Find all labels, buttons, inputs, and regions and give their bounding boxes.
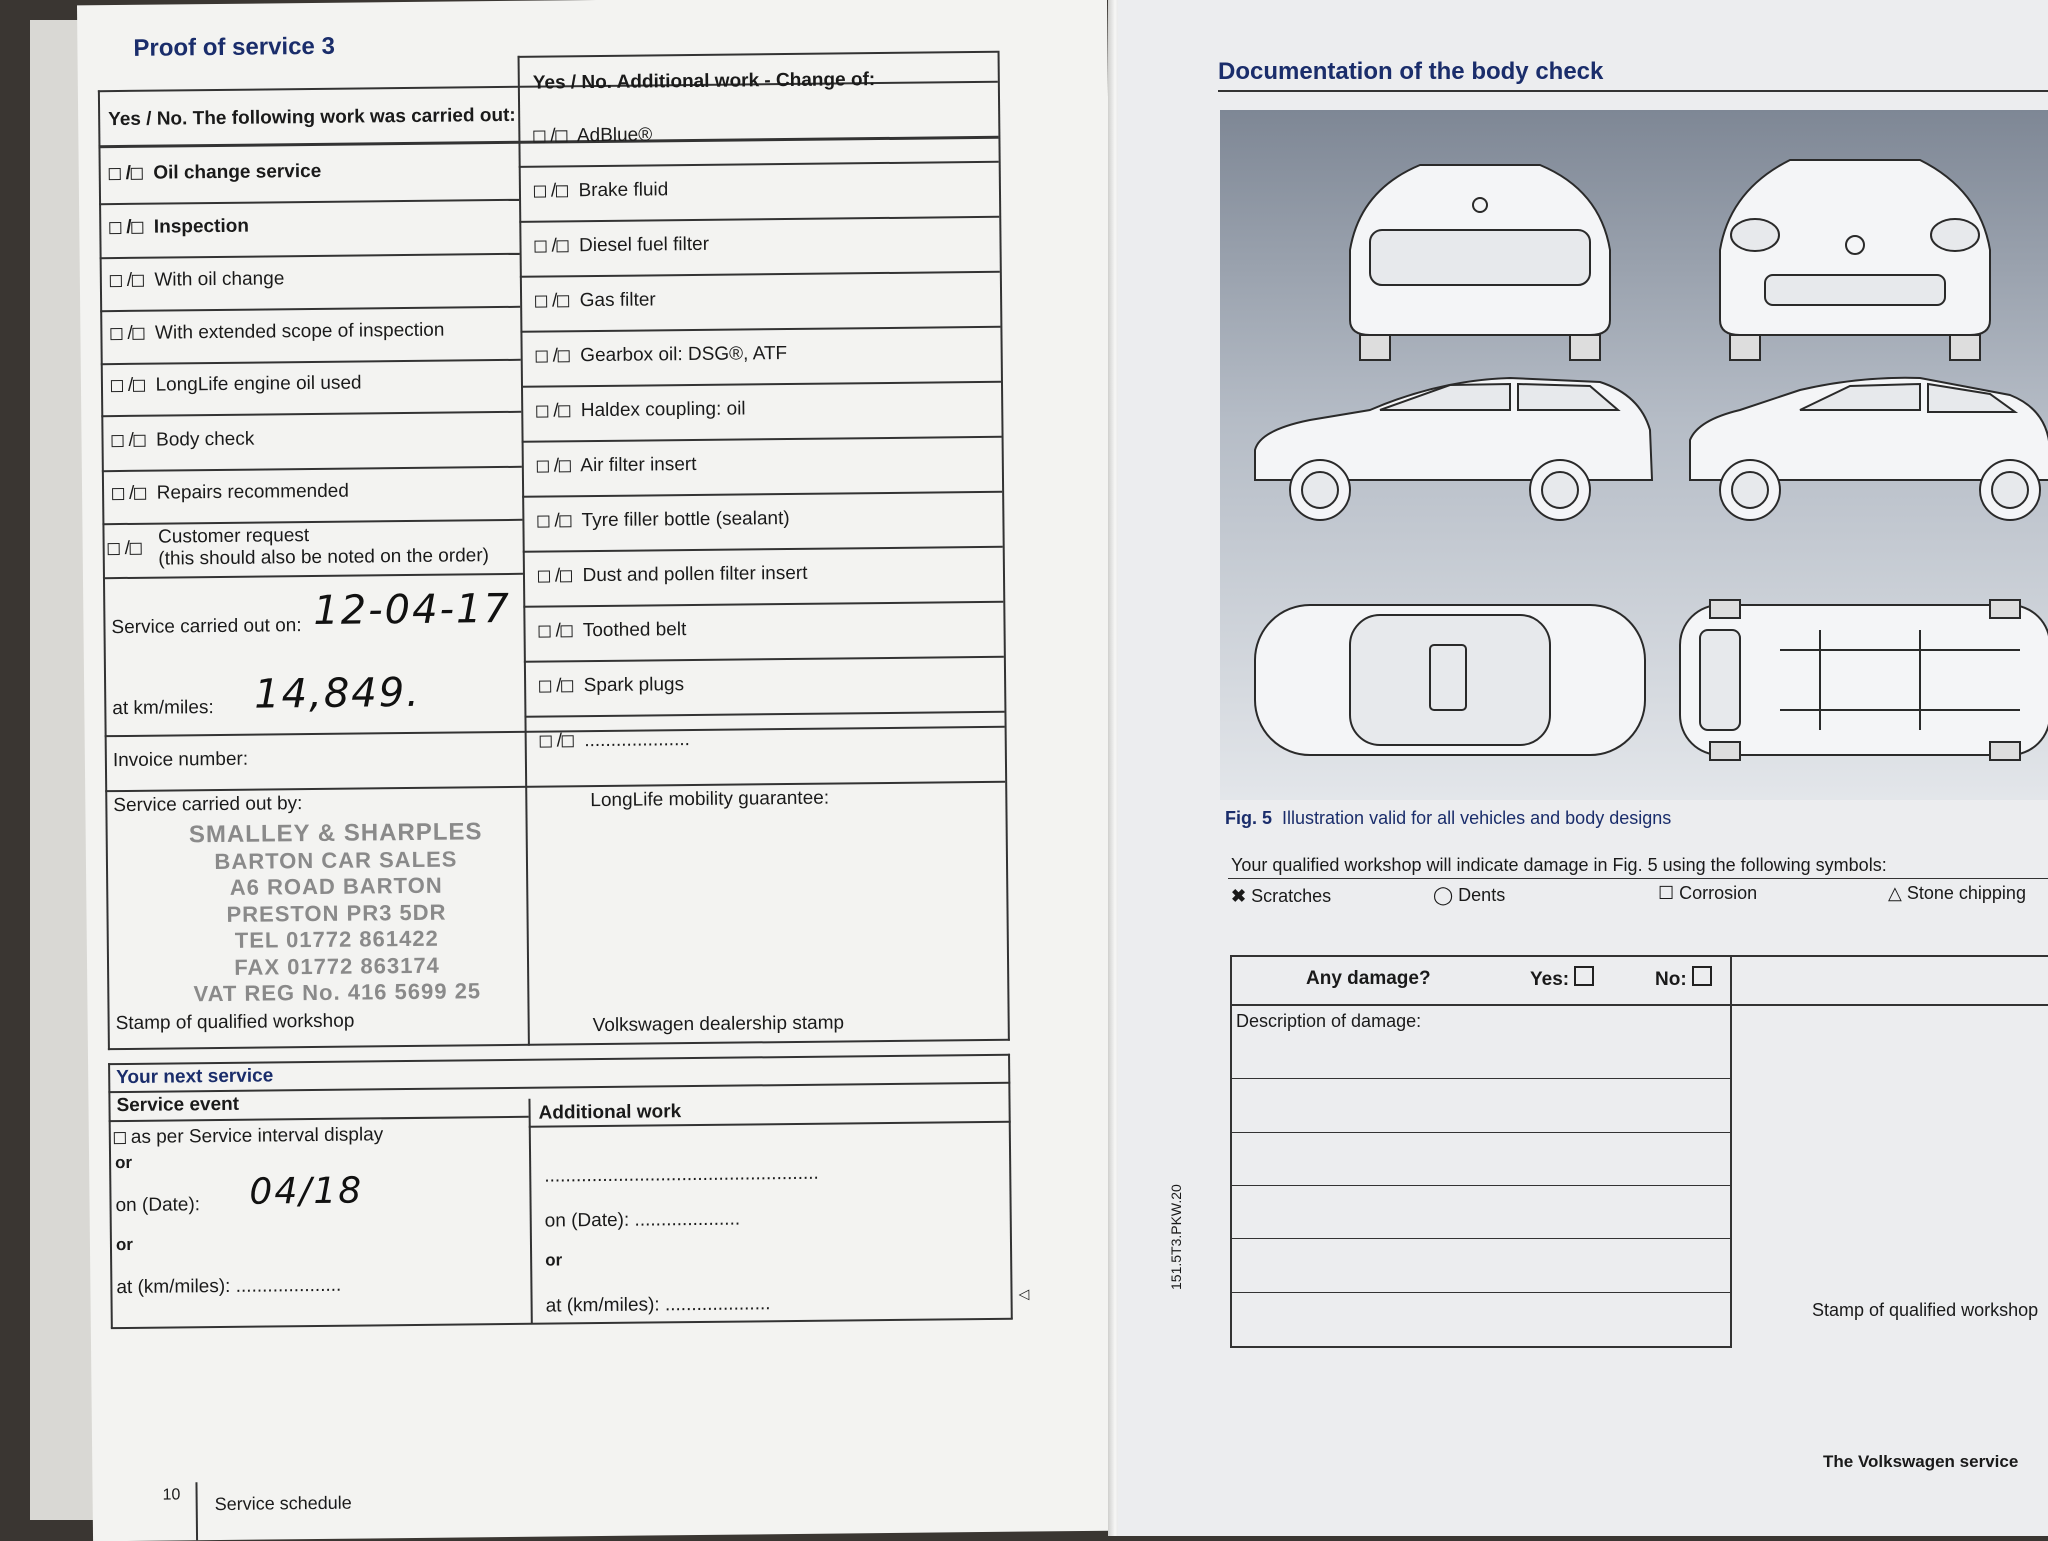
or-text: or [545,1250,563,1270]
symbol-stone-chipping: △ Stone chipping [1888,883,2026,903]
additional-on-date: on (Date): .................... [544,1208,741,1232]
work-item[interactable]: / With oil change [110,268,285,292]
stamp-qualified-workshop: Stamp of qualified workshop [115,1010,355,1035]
row-rule [522,436,1002,443]
description-line [1230,1132,1732,1133]
no-checkbox[interactable] [557,295,569,307]
stamp-line: SMALLEY & SHARPLES [188,818,483,849]
additional-dots-line: .................................................... [544,1162,819,1187]
side-code: 151.5T3.PKW.20 [1168,1184,1184,1290]
next-box-divider [528,1099,532,1324]
yes-checkbox[interactable] [108,543,120,555]
symbols-rule [1228,878,2048,879]
no-checkbox[interactable] [560,515,572,527]
vehicle-illustration-panel [1220,110,2048,800]
next-box-left [108,1063,113,1328]
dealer-stamp [166,819,508,1008]
row-rule [524,711,1004,718]
yes-checkbox[interactable] [111,380,123,392]
yes-checkbox[interactable] [536,406,548,418]
damage-table-left [1230,955,1232,1348]
description-line [1230,1292,1732,1293]
next-service-title: Your next service [116,1065,274,1089]
next-box-bottom [111,1318,1013,1329]
yes-checkbox[interactable] [537,516,549,528]
yes-checkbox[interactable] [536,351,548,363]
carried-out-by-label: Service carried out by: [113,793,303,817]
yes-checkbox[interactable] [538,571,550,583]
no-checkbox[interactable] [133,380,145,392]
on-date-label: on (Date): [115,1194,201,1217]
no-checkbox[interactable] [557,240,569,252]
additional-work-item[interactable]: / AdBlue® [533,124,652,147]
interval-display-option[interactable]: as per Service interval display [114,1124,384,1149]
row-rule [103,573,523,579]
vehicle-diagram-icon [1220,110,2048,800]
yes-checkbox[interactable] [535,296,547,308]
no-checkbox[interactable] [131,168,143,180]
next-box-right [1008,1054,1013,1319]
additional-work-item[interactable]: / Gearbox oil: DSG®, ATF [536,343,788,368]
yes-checkbox[interactable] [109,222,121,234]
damage-table-divider [1730,955,1732,1348]
no-checkbox[interactable] [1692,966,1712,986]
symbol-corrosion: ☐ Corrosion [1658,883,1758,903]
row-rule [521,381,1001,388]
row-rule [100,306,520,312]
no-checkbox[interactable] [556,185,568,197]
work-item[interactable]: / With extended scope of inspection [110,320,444,345]
additional-work-item[interactable]: / Dust and pollen filter insert [538,563,808,588]
right-header-top-rule [518,51,998,58]
page-title: Proof of service 3 [133,32,335,62]
additional-at-km: at (km/miles): .................... [545,1293,771,1317]
cross-icon: ✖ [1231,886,1247,906]
stamp-line: VAT REG No. 416 5699 25 [193,978,482,1007]
page-number: 10 [162,1486,181,1504]
footer-section: Service schedule [214,1492,352,1515]
at-km-label: at (km/miles): .................... [116,1274,342,1299]
longlife-guarantee-label: LongLife mobility guarantee: [590,787,830,812]
no-checkbox[interactable] [558,405,570,417]
row-rule [99,199,519,205]
row-rule [519,216,999,223]
left-page [77,0,1123,1541]
row-rule [101,359,521,365]
no-checkbox[interactable] [132,222,144,234]
stamp-line: BARTON CAR SALES [214,845,458,874]
invoice-label: Invoice number: [112,748,249,772]
figure-caption [1225,808,1671,829]
symbols-intro: Your qualified workshop will indicate damage in Fig. 5 using the following symbols: [1231,855,1887,875]
stamp-line: PRESTON PR3 5DR [226,899,447,927]
right-column-header: Yes / No. Additional work - Change of: [532,69,876,94]
row-rule [524,656,1004,663]
additional-work-item[interactable]: / Toothed belt [538,619,686,643]
no-checkbox[interactable] [562,735,574,747]
circle-icon: ◯ [1433,885,1454,905]
additional-work-item[interactable]: / Tyre filler bottle (sealant) [537,508,789,533]
additional-work-item[interactable]: / Spark plugs [539,674,684,698]
vw-dealer-stamp-label: Volkswagen dealership stamp [592,1012,845,1037]
row-rule [523,546,1003,553]
row-rule [519,161,999,168]
triangle-mark-icon: ◁ [1018,1285,1030,1302]
symbol-scratches: ✖ Scratches [1231,886,1332,906]
additional-work-item[interactable]: / .................... [540,729,690,753]
work-item[interactable]: / Oil change service [109,161,322,185]
description-line [1230,1185,1732,1186]
service-event-label: Service event [116,1093,240,1117]
description-line [1230,1238,1732,1239]
additional-work-item[interactable]: / Diesel fuel filter [534,234,709,258]
yes-checkbox[interactable] [540,736,552,748]
title-rule [1218,90,2048,92]
yes-checkbox[interactable] [109,168,121,180]
row-rule [520,271,1000,278]
yes-checkbox[interactable] [534,186,546,198]
row-rule [109,1116,529,1122]
work-item[interactable]: / LongLife engine oil used [111,372,362,397]
damage-table-top [1230,955,2048,957]
description-line [1230,1078,1732,1079]
no-checkbox[interactable] [560,570,572,582]
yes-checkbox[interactable] [539,626,551,638]
damage-table-bottom [1230,1346,1732,1348]
left-column-header: Yes / No. The following work was carried out: [108,104,516,131]
no-checkbox[interactable] [561,625,573,637]
additional-work-item[interactable]: / Gas filter [535,289,656,312]
no-checkbox[interactable] [556,130,568,142]
body-check-title: Documentation of the body check [1218,58,1604,85]
fig-caption-text: Illustration valid for all vehicles and body designs [1282,808,1672,828]
row-rule [105,781,1005,792]
footer-vw-service: The Volkswagen service [1823,1452,2019,1471]
no-checkbox[interactable] [558,350,570,362]
yes-checkbox[interactable] [539,681,551,693]
service-date-label: Service carried out on: [111,615,302,639]
no-checkbox[interactable] [132,275,144,287]
additional-work-item[interactable]: / Haldex coupling: oil [536,398,746,422]
next-box-top [108,1054,1010,1065]
customer-request-line1: Customer request [158,525,310,548]
row-rule [100,253,520,259]
interval-checkbox[interactable] [114,1132,126,1144]
damage-header-rule [1230,1004,2048,1006]
square-icon: ☐ [1658,883,1675,903]
stamp-line: A6 ROAD BARTON [229,872,443,900]
damage-stamp-label: Stamp of qualified workshop [1812,1300,2039,1320]
no-checkbox[interactable] [559,460,571,472]
yes-checkbox[interactable] [110,328,122,340]
yes-checkbox[interactable] [1574,966,1594,986]
or-text: or [115,1152,133,1173]
row-rule [101,411,521,417]
yes-checkbox[interactable] [537,461,549,473]
row-rule [522,491,1002,498]
km-handwritten: 14,849. [253,669,422,718]
service-date-handwritten: 12-04-17 [313,585,512,634]
no-checkbox[interactable] [133,328,145,340]
no-checkbox[interactable] [130,543,142,555]
stamp-line: FAX 01772 863174 [234,952,440,980]
or-text: or [115,1234,134,1255]
description-label: Description of damage: [1236,1011,1422,1031]
symbol-dents: ◯ Dents [1433,885,1506,905]
customer-request-line2: (this should also be noted on the order) [158,545,490,570]
damage-no[interactable]: No: [1655,966,1717,991]
table-bottom-rule [108,1039,1010,1050]
no-checkbox[interactable] [134,435,146,447]
yes-checkbox[interactable] [534,241,546,253]
work-item[interactable]: / Inspection [109,216,249,239]
triangle-icon: △ [1888,883,1902,903]
row-rule [102,466,522,472]
no-checkbox[interactable] [134,488,146,500]
additional-work-label: Additional work [538,1101,682,1124]
fig-label: Fig. 5 [1225,808,1273,828]
footer-divider [195,1482,198,1540]
row-rule [520,326,1000,333]
any-damage-label: Any damage? [1306,968,1431,989]
yes-checkbox[interactable] [112,488,124,500]
row-rule [523,601,1003,608]
km-label: at km/miles: [112,697,214,720]
stamp-line: TEL 01772 861422 [234,925,439,953]
next-date-handwritten: 04/18 [249,1170,364,1213]
additional-work-item[interactable]: / Air filter insert [537,454,697,478]
no-checkbox[interactable] [561,680,573,692]
additional-work-item[interactable]: / Brake fluid [534,179,669,202]
damage-yes[interactable]: Yes: [1530,966,1599,991]
yes-checkbox[interactable] [533,131,545,143]
work-item[interactable]: / Body check [111,429,254,452]
yes-checkbox[interactable] [111,435,123,447]
customer-request-item[interactable]: / Customer request (this should also be noted on the order) [107,523,489,571]
yes-checkbox[interactable] [110,275,122,287]
work-item[interactable]: / Repairs recommended [112,481,349,505]
